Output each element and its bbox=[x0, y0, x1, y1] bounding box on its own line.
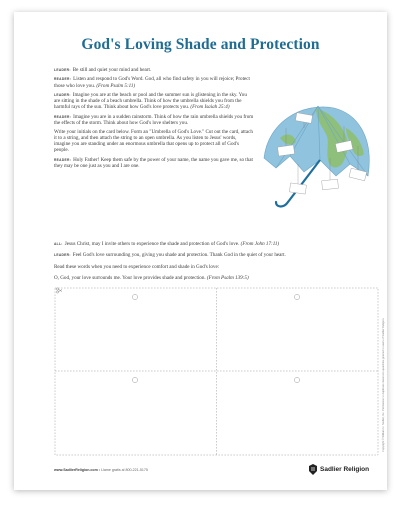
scissors-icon bbox=[56, 288, 62, 293]
speaker-label: LEADER: bbox=[54, 68, 71, 72]
page-title: God's Loving Shade and Protection bbox=[81, 36, 320, 53]
speaker-label: ALL: bbox=[54, 242, 63, 246]
scripture-citation: (From Isaiah 25:4) bbox=[190, 104, 230, 111]
prayer-line bbox=[54, 157, 254, 169]
scripture-citation: (From Psalm 139:5) bbox=[206, 275, 249, 281]
speaker-label: READER: bbox=[54, 157, 72, 162]
copyright-text: Copyright © William H. Sadlier, Inc. Permission to duplicate classroom quantities granted to users of Sadlier Religion. bbox=[382, 317, 385, 452]
prayer-line-text: Imagine you are at the beach or pool and the summer sun is glistening in the sky. You are sitting in the shade of a beach umbrella. Think of how the umbrella shields you from the harmful rays of the sun. Think about how God's love protects you. bbox=[54, 91, 247, 111]
prayer-line-text: Jesus Christ, may I invite others to experience the shade and protection of God's love. bbox=[64, 241, 240, 247]
footer-website: www.SadlierReligion.com bbox=[54, 468, 98, 472]
prayer-line-text: Listen and respond to God's Word. God, all who find safety in you will rejoice; Protect those who love you. bbox=[54, 76, 250, 89]
instructions-paragraph bbox=[54, 129, 254, 154]
footer-contact bbox=[54, 468, 148, 472]
sadlier-logo bbox=[307, 463, 369, 477]
speaker-label: READER: bbox=[54, 114, 72, 119]
cutout-cards bbox=[54, 285, 379, 457]
scripture-citation: (From John 17:11) bbox=[240, 241, 280, 247]
umbrella-illustration-icon bbox=[246, 98, 378, 214]
speaker-label: READER: bbox=[54, 77, 72, 82]
sadlier-logo-icon bbox=[307, 463, 319, 477]
scripture-citation: (From Psalm 5:11) bbox=[96, 82, 136, 89]
speaker-label: LEADER: bbox=[54, 92, 71, 97]
prayer-line-text: Imagine you are in a sudden rainstorm. Think of how the rain umbrella shields you from the effects of the storm. Think about how God's love shelters you. bbox=[54, 113, 254, 126]
footer-phone: Llame gratis al 800-221-5175 bbox=[101, 468, 148, 472]
footer-separator: • bbox=[97, 468, 102, 472]
worksheet-page bbox=[14, 12, 387, 490]
prayer-line bbox=[54, 114, 254, 126]
prayer-line bbox=[54, 92, 254, 110]
prayer-service-text bbox=[54, 67, 254, 172]
prayer-line-text: Be still and quiet your mind and heart. bbox=[72, 67, 152, 73]
prayer-line-text: Holy Father! Keep them safe by the power of your name, the name you gave me, so that they may be one just as you and I are one. bbox=[54, 156, 253, 169]
copyright-notice bbox=[382, 152, 386, 452]
sadlier-logo-text: Sadlier Religion bbox=[320, 466, 370, 473]
speaker-label: LEADER: bbox=[54, 253, 71, 257]
leader-closing bbox=[54, 252, 374, 258]
prayer-line bbox=[54, 67, 254, 73]
instructions-text: Write your initials on the card below. Form an "Umbrella of God's Love." Cut out the card, attach it to a string, and then attach the string to an open umbrella. As you listen to Jesus' words, imagine you are standing under an enormous umbrella that opens up to protect all of God's people. bbox=[54, 129, 253, 154]
all-response bbox=[54, 241, 374, 247]
prayer-line-text: Feel God's love surrounding you, giving you shade and protection. Thank God in the quiet of your heart. bbox=[72, 252, 286, 258]
prayer-line bbox=[54, 76, 254, 88]
read-instruction: Read these words when you need to experience comfort and shade in God's love: bbox=[54, 264, 220, 270]
prayer-quote bbox=[54, 275, 374, 281]
prayer-quote-text: O, God, your love surrounds me. Your love provides shade and protection. bbox=[54, 275, 206, 281]
